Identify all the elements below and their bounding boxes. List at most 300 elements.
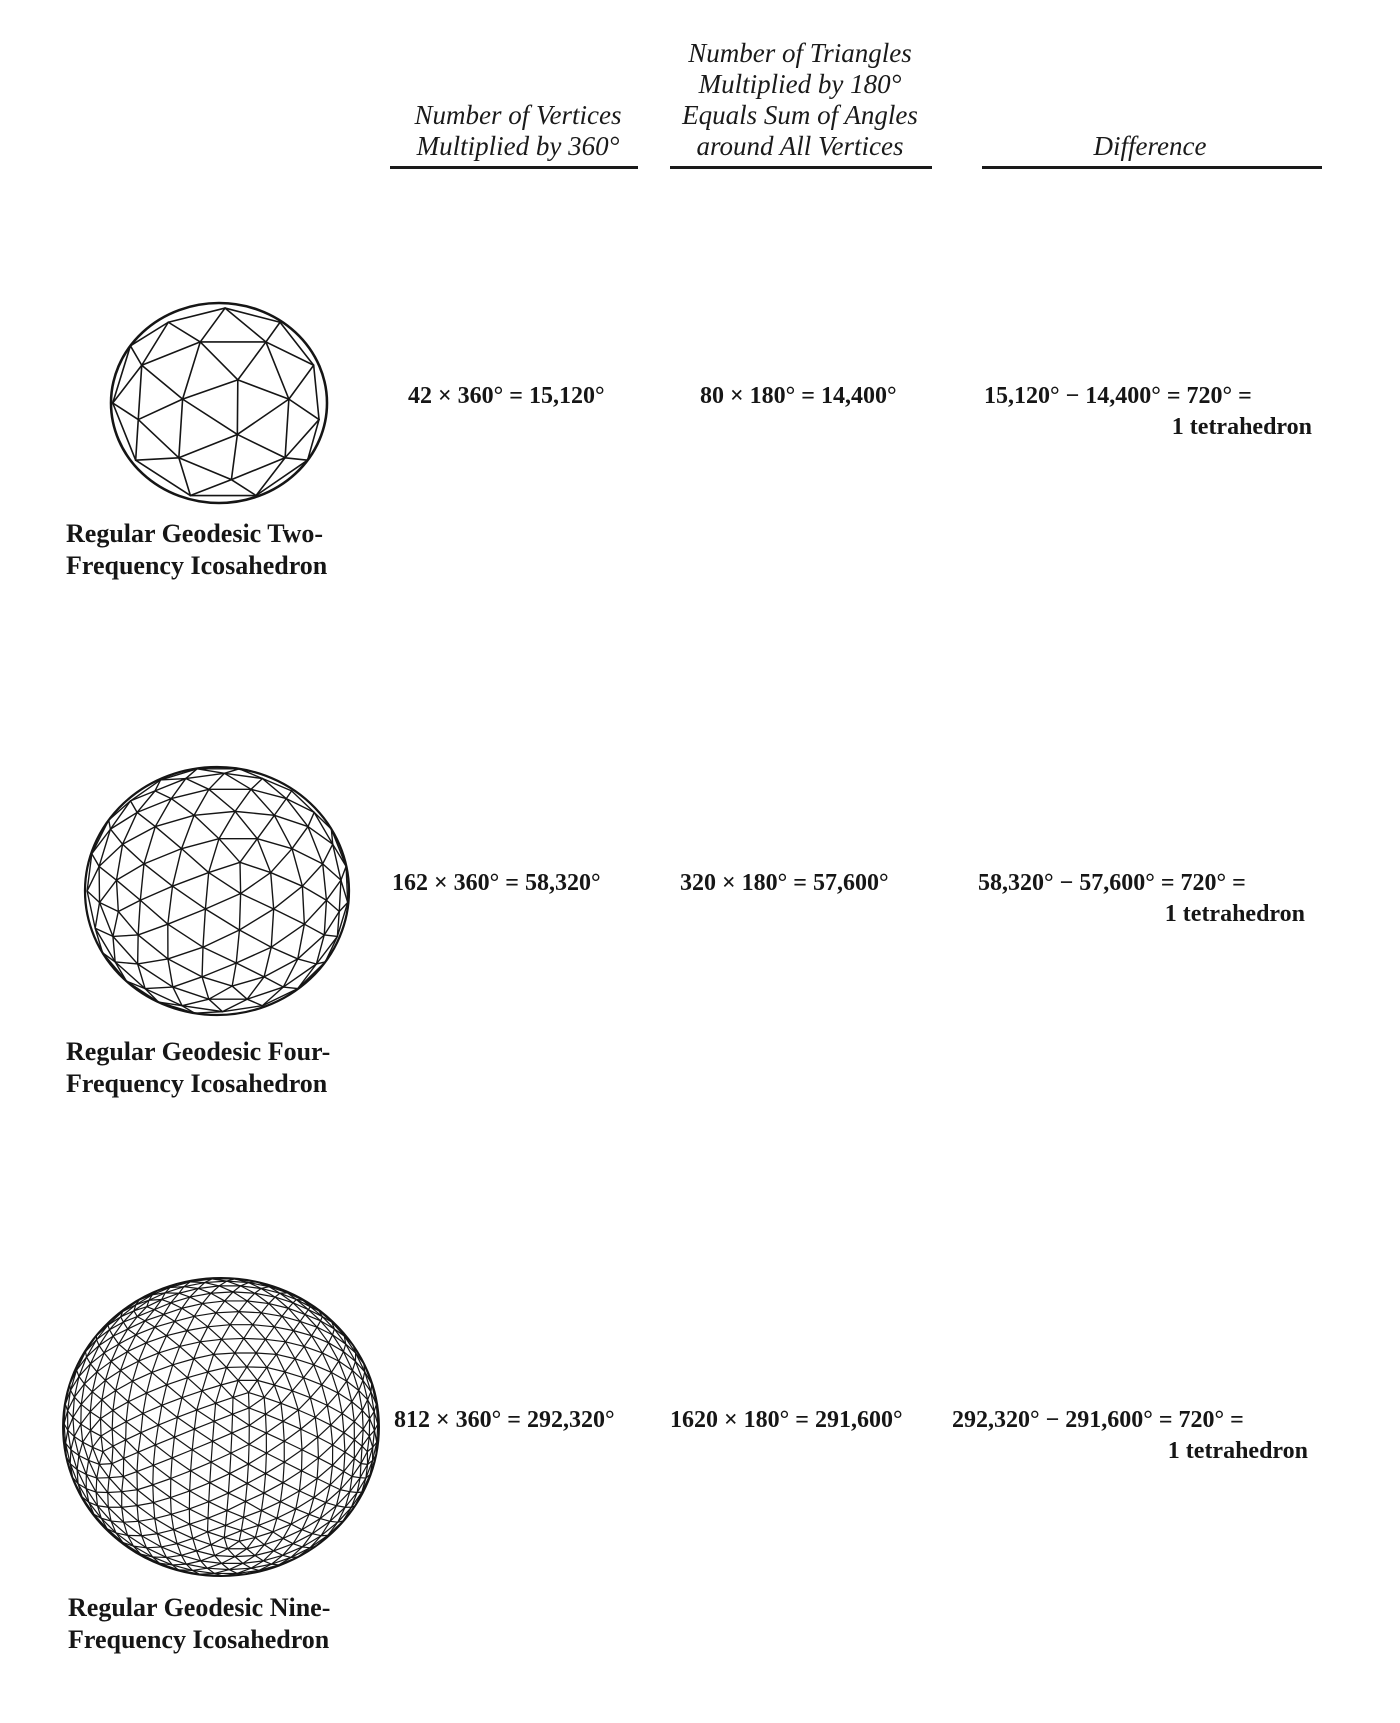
edge (201, 1556, 215, 1561)
edge (302, 1471, 318, 1479)
edge (304, 1336, 311, 1347)
edge (186, 1561, 200, 1564)
edge (338, 1381, 347, 1393)
edge (271, 947, 298, 959)
edge (158, 1425, 174, 1437)
edge (219, 811, 235, 838)
edge (103, 1446, 113, 1451)
edge (247, 999, 262, 1006)
two-frequency-icosahedron-figure (108, 300, 330, 506)
edge (147, 1385, 167, 1393)
edge (184, 1287, 198, 1289)
edge (255, 1288, 261, 1293)
edge (350, 1492, 357, 1493)
edge (208, 1327, 222, 1340)
edge (237, 434, 285, 457)
header-difference-line-1: Difference (1093, 131, 1207, 161)
edge (70, 1390, 74, 1397)
edge (289, 365, 314, 399)
edge (119, 1344, 128, 1351)
edge (271, 909, 273, 947)
edge (298, 959, 317, 964)
edge (231, 1433, 232, 1453)
edge (123, 844, 144, 864)
edge (261, 1493, 263, 1510)
edge (123, 1472, 137, 1477)
edge (188, 1359, 194, 1378)
edge (108, 1478, 109, 1493)
edge (101, 1410, 113, 1418)
vertices-value: 812 × 360° = 292,320° (394, 1407, 615, 1433)
difference-line-2: 1 tetrahedron (1171, 414, 1312, 440)
edge (138, 1452, 153, 1465)
edge (322, 1385, 328, 1406)
edge (302, 1458, 319, 1471)
vertices-value: 162 × 360° = 58,320° (392, 870, 601, 896)
edge (189, 1502, 208, 1509)
edge (283, 1483, 299, 1491)
edge (236, 930, 239, 963)
edge (109, 1330, 113, 1336)
edge (344, 1433, 354, 1440)
edge (266, 342, 289, 399)
edge (137, 1472, 153, 1485)
edge (257, 1367, 266, 1380)
edge (132, 1372, 151, 1381)
edge (292, 1391, 310, 1398)
edge (318, 1437, 319, 1458)
edge (299, 1491, 313, 1498)
edge (228, 1549, 235, 1557)
edge (361, 1464, 368, 1465)
edge (92, 1392, 102, 1400)
edge (97, 1478, 108, 1492)
edge (122, 1492, 137, 1506)
edge (295, 1346, 304, 1358)
edge (190, 1483, 210, 1491)
edge (292, 1378, 303, 1391)
edge (239, 894, 240, 930)
edge (209, 839, 219, 873)
edge (202, 1385, 221, 1391)
edge (266, 1421, 283, 1433)
edge (283, 1471, 302, 1483)
edge (167, 1365, 173, 1385)
edge (310, 1385, 321, 1398)
caption-two-frequency (66, 518, 327, 582)
edge (327, 1393, 338, 1405)
edge (281, 1403, 298, 1410)
edge (144, 849, 182, 864)
edge (175, 1321, 187, 1330)
edge (211, 1545, 228, 1549)
edge (173, 873, 209, 887)
edge (171, 1471, 191, 1479)
edge (244, 1338, 266, 1339)
edge (310, 1398, 315, 1418)
edge (182, 815, 195, 848)
edge (228, 1483, 247, 1493)
edge (324, 935, 337, 936)
edge (155, 1425, 158, 1445)
edge (239, 1531, 241, 1542)
edge (166, 1336, 179, 1347)
edge (256, 1339, 265, 1353)
edge (238, 380, 289, 399)
edge (247, 1483, 264, 1493)
edge (192, 1441, 212, 1449)
edge (240, 862, 241, 893)
edge (112, 1429, 113, 1446)
edge (259, 1518, 277, 1525)
edge (126, 1422, 141, 1433)
edge (174, 1437, 192, 1450)
edge (211, 1537, 224, 1544)
edge (333, 1329, 335, 1335)
edge (275, 1293, 280, 1297)
edge (264, 1493, 281, 1502)
edge (172, 1564, 186, 1565)
edge (274, 886, 303, 909)
edge (211, 1292, 233, 1293)
edge (233, 1414, 250, 1425)
caption-line-2: Frequency Icosahedron (68, 1625, 330, 1654)
edge (158, 1417, 177, 1425)
edge (232, 1425, 249, 1433)
edge (105, 1380, 115, 1390)
edge (77, 1456, 79, 1470)
edge (192, 1450, 211, 1462)
edge (126, 1422, 127, 1440)
edge (292, 827, 308, 849)
edge (331, 1425, 333, 1445)
edge (362, 1429, 363, 1446)
edge (235, 1353, 247, 1367)
edge (91, 1419, 101, 1431)
edge (216, 1313, 230, 1325)
edge (200, 1327, 208, 1342)
edge (248, 1444, 249, 1464)
edge (264, 947, 271, 977)
edge (238, 342, 266, 380)
edge (113, 1410, 126, 1421)
edge (329, 1335, 333, 1343)
edge (240, 839, 257, 863)
difference-line-1: 15,120° − 14,400° = 720° = (984, 383, 1252, 409)
edge (112, 1464, 123, 1477)
edge (333, 1433, 344, 1445)
edge (180, 1331, 187, 1347)
edge (342, 1414, 354, 1422)
edge (137, 1503, 153, 1506)
edge (249, 1397, 264, 1408)
edge (173, 977, 202, 987)
edge (137, 1506, 155, 1519)
edge (271, 873, 303, 887)
edge (238, 1367, 247, 1380)
edge (157, 1530, 173, 1534)
edge (87, 1357, 91, 1364)
header-difference (980, 131, 1320, 162)
edge (140, 900, 167, 924)
edge (194, 1354, 214, 1358)
difference-value (960, 868, 1305, 930)
edge (236, 947, 271, 963)
edge (211, 1441, 212, 1462)
edge (182, 1308, 194, 1316)
edge (143, 1405, 162, 1413)
edge (174, 1417, 177, 1437)
edge (274, 1385, 292, 1391)
edge (215, 1549, 228, 1556)
edge (113, 1390, 116, 1410)
edge (302, 1530, 312, 1534)
edge (267, 1367, 285, 1371)
edge (318, 1458, 332, 1465)
edge (179, 1293, 190, 1297)
edge (179, 458, 232, 480)
edge (257, 839, 270, 873)
edge (145, 987, 173, 989)
edge (95, 903, 99, 929)
header-triangles (660, 38, 940, 162)
edge (327, 1405, 342, 1413)
edge (141, 1414, 143, 1433)
triangles-value: 1620 × 180° = 291,600° (670, 1407, 903, 1433)
edge (286, 799, 314, 813)
edge (179, 399, 183, 458)
edge (296, 1509, 309, 1514)
edge (221, 1380, 238, 1385)
edge (239, 1312, 253, 1325)
edge (308, 812, 314, 826)
edge (354, 1429, 363, 1440)
edge (288, 1303, 293, 1308)
edge (239, 909, 273, 930)
edge (292, 849, 302, 887)
edge (264, 1397, 265, 1414)
edge (99, 1464, 112, 1465)
edge (138, 1433, 141, 1452)
edge (201, 1561, 222, 1563)
edge (274, 909, 305, 924)
edge (171, 1458, 172, 1479)
edge (126, 1414, 143, 1422)
edge (230, 1453, 231, 1473)
edge (312, 1327, 317, 1336)
edge (79, 1377, 84, 1384)
edge (68, 1411, 73, 1418)
edge (304, 1378, 311, 1398)
edge (190, 480, 231, 496)
edge (191, 1471, 210, 1483)
edge (238, 1380, 248, 1392)
edge (362, 1400, 367, 1411)
edge (126, 1440, 139, 1452)
edge (230, 1325, 244, 1339)
caption-line-2: Frequency Icosahedron (66, 1069, 328, 1098)
edge (113, 1402, 128, 1411)
edge (299, 1471, 301, 1491)
caption-line-1: Regular Geodesic Two- (66, 519, 324, 548)
edge (203, 909, 205, 947)
edge (208, 1532, 211, 1545)
edge (266, 1453, 267, 1473)
caption-nine-frequency (68, 1592, 330, 1656)
difference-value (940, 1405, 1308, 1467)
edge (317, 1479, 330, 1485)
edge (265, 1339, 276, 1354)
edge (152, 1365, 173, 1373)
edge (352, 1402, 354, 1422)
edge (91, 1430, 102, 1436)
edge (244, 1511, 262, 1518)
edge (200, 1342, 213, 1355)
edge (341, 866, 346, 880)
edge (274, 799, 286, 816)
edge (225, 1301, 239, 1312)
edge (208, 1532, 225, 1538)
edge (305, 1310, 308, 1315)
edge (224, 1537, 227, 1548)
edge (246, 1493, 264, 1501)
edge (285, 399, 289, 458)
edge (301, 1417, 315, 1429)
edge (257, 815, 274, 838)
edge (172, 1450, 192, 1458)
edge (262, 989, 297, 1006)
edge (90, 1412, 100, 1419)
edge (202, 977, 209, 999)
edge (318, 1425, 331, 1437)
edge (277, 1518, 291, 1524)
edge (249, 1414, 265, 1425)
edge (122, 1477, 124, 1492)
edge (253, 1325, 274, 1327)
edge (136, 1335, 146, 1343)
edge (172, 1437, 174, 1458)
edge (112, 1458, 124, 1463)
edge (208, 1313, 216, 1327)
edge (197, 1551, 215, 1556)
edge (256, 460, 308, 495)
edge (249, 1425, 266, 1433)
edge (211, 1453, 231, 1462)
edge (187, 1327, 208, 1331)
edge (155, 1437, 174, 1445)
triangles-value: 80 × 180° = 14,400° (700, 383, 897, 409)
edge (205, 909, 239, 930)
edge (284, 1429, 301, 1441)
caption-line-2: Frequency Icosahedron (66, 551, 328, 580)
difference-value (960, 381, 1312, 443)
edge (128, 1393, 146, 1402)
edge (154, 1503, 172, 1515)
edge (280, 1502, 295, 1509)
edge (226, 1525, 242, 1530)
edge (153, 1465, 154, 1485)
edge (200, 342, 238, 380)
edge (194, 789, 209, 815)
edge (168, 909, 206, 924)
edge (249, 1393, 250, 1408)
edge (158, 1405, 161, 1425)
edge (354, 1410, 362, 1421)
edge (194, 1410, 196, 1429)
edge (190, 1524, 193, 1538)
edge (171, 1491, 190, 1498)
edge (162, 1398, 182, 1406)
edge (177, 1417, 194, 1429)
edge (211, 1462, 230, 1473)
edge (292, 1391, 298, 1410)
edge (230, 1464, 249, 1473)
edge (339, 1352, 344, 1362)
edge (108, 1493, 122, 1508)
edge (285, 458, 307, 460)
edge (315, 1417, 317, 1437)
edge (97, 1464, 99, 1478)
edge (226, 1517, 244, 1525)
edge (233, 1408, 250, 1414)
edge (214, 1414, 232, 1421)
edge (216, 1312, 239, 1313)
edge (191, 1462, 211, 1471)
edge (93, 1436, 102, 1447)
edge (344, 1472, 352, 1477)
edge (266, 1462, 285, 1473)
difference-line-2: 1 tetrahedron (1164, 901, 1305, 927)
edge (89, 1447, 93, 1460)
edge (173, 1365, 188, 1378)
edge (209, 862, 240, 872)
edge (188, 1372, 208, 1378)
edge (83, 1430, 91, 1442)
edge (92, 854, 99, 867)
edge (233, 1397, 249, 1408)
edge (251, 789, 274, 815)
edge (208, 1511, 227, 1519)
edge (293, 1544, 302, 1547)
edge (190, 1524, 208, 1532)
edge (100, 880, 117, 902)
edge (344, 1422, 354, 1433)
edge (192, 1429, 194, 1450)
edge (168, 947, 203, 959)
edge (124, 1440, 126, 1459)
edge (126, 1433, 141, 1440)
edge (333, 1445, 345, 1452)
edge (247, 1367, 267, 1368)
edge (164, 1314, 175, 1321)
edge (128, 1402, 143, 1414)
edge (205, 1283, 219, 1286)
edge (340, 1490, 350, 1492)
edge (182, 1378, 188, 1398)
edge (208, 1367, 227, 1371)
edge (354, 1458, 361, 1463)
edge (216, 1397, 233, 1403)
edge (256, 1353, 276, 1354)
header-triangles-line-4: around All Vertices (696, 131, 904, 161)
edge (171, 799, 194, 816)
edge (222, 1325, 231, 1340)
edge (183, 399, 238, 434)
edge (194, 1359, 208, 1372)
edge (200, 1339, 221, 1342)
edge (173, 1346, 180, 1364)
edge (193, 1538, 211, 1544)
